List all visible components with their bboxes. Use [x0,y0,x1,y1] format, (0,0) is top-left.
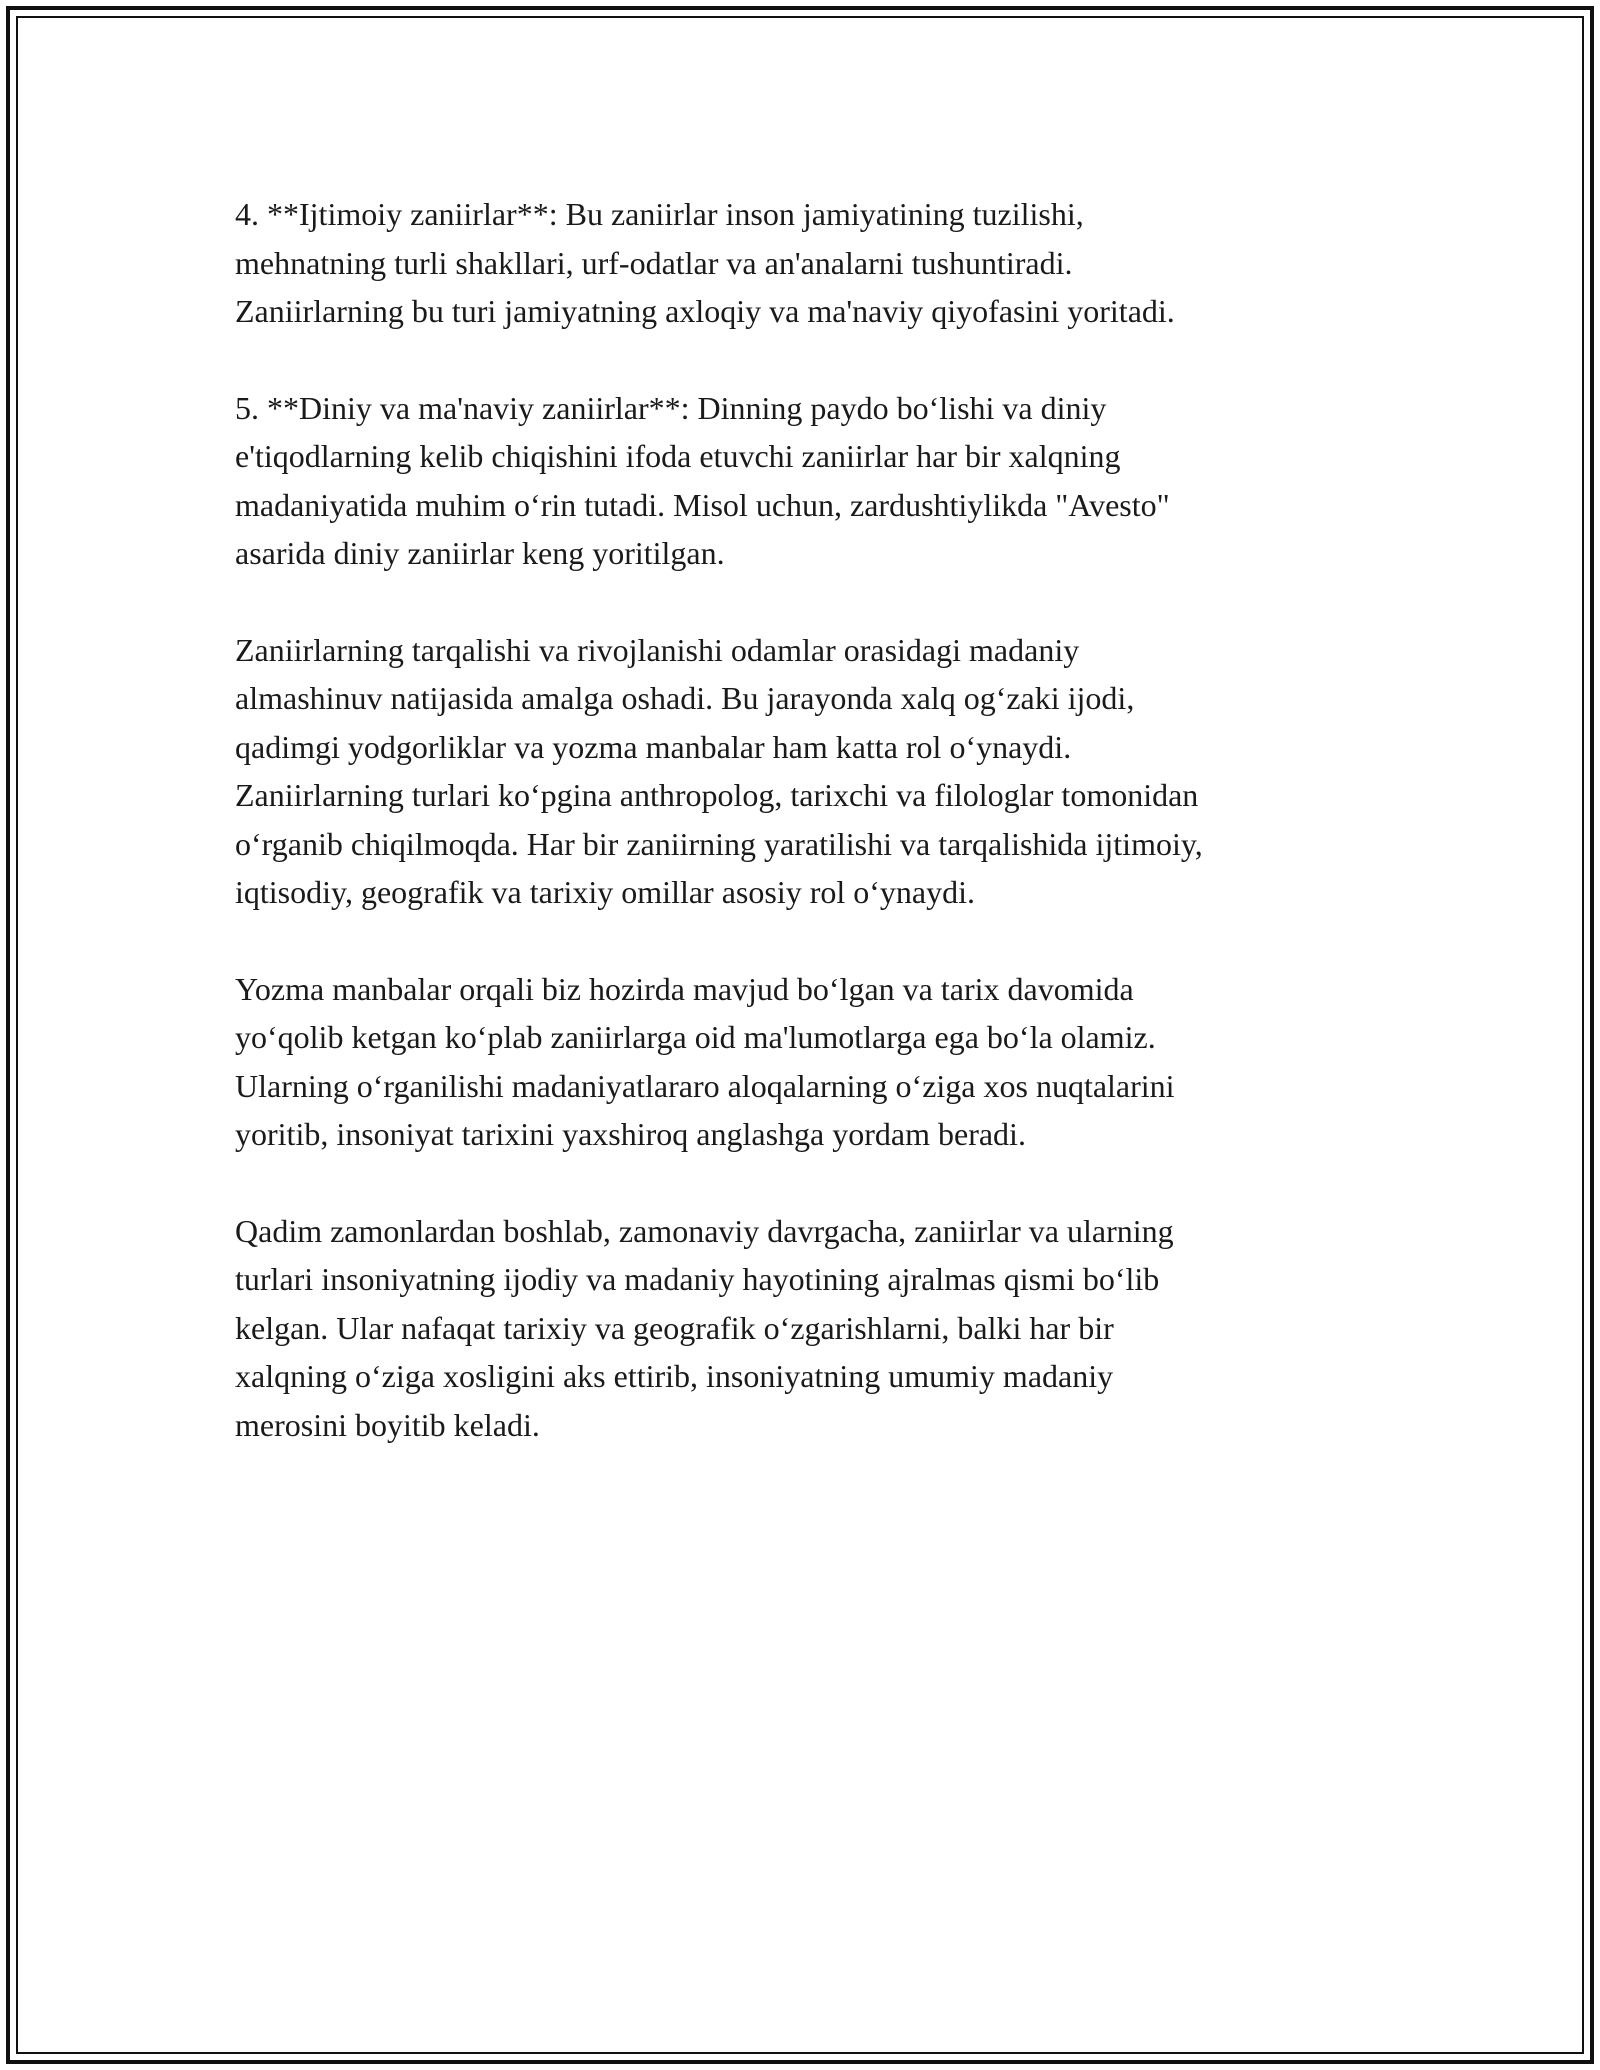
document-body [235,190,1365,1497]
paragraph-spread-of-myths: Zaniirlarning tarqalishi va rivojlanishi odamlar orasidagi madaniy almashinuv natijasida amalga oshadi. Bu jarayonda xalq og‘zaki ijodi, qadimgi yodgorliklar va yozma manbalar ham katta rol o‘ynaydi. Zaniirlarning turlari ko‘pgina anthropolog, tarixchi va filologlar tomonidan o‘rganib chiqilmoqda. Har bir zaniirning yaratilishi va tarqalishida ijtimoiy, iqtisodiy, geografik va tarixiy omillar asosiy rol o‘ynaydi. [235,631,1203,910]
paragraph-written-sources: Yozma manbalar orqali biz hozirda mavjud bo‘lgan va tarix davomida yo‘qolib ketgan ko‘plab zaniirlarga oid ma'lumotlarga ega bo‘la olamiz. Ularning o‘rganilishi madaniyatlararo aloqalarning o‘ziga xos nuqtalarini yoritib, insoniyat tarixini yaxshiroq anglashga yordam beradi. [235,970,1175,1152]
paragraph-religious-myths: 5. **Diniy va ma'naviy zaniirlar**: Dinning paydo bo‘lishi va diniy e'tiqodlarning kelib chiqishini ifoda etuvchi zaniirlar har bir xalqning madaniyatida muhim o‘rin tutadi. Misol uchun, zardushtiylikda "Avesto" asarida diniy zaniirlar keng yoritilgan. [235,389,1170,571]
paragraph-conclusion: Qadim zamonlardan boshlab, zamonaviy davrgacha, zaniirlar va ularning turlari insoniyatning ijodiy va madaniy hayotining ajralmas qismi bo‘lib kelgan. Ular nafaqat tarixiy va geografik o‘zgarishlarni, balki har bir xalqning o‘ziga xosligini aks ettirib, insoniyatning umumiy madaniy merosini boyitib keladi. [235,1212,1174,1443]
paragraph-social-myths: 4. **Ijtimoiy zaniirlar**: Bu zaniirlar inson jamiyatining tuzilishi, mehnatning turli shakllari, urf-odatlar va an'analarni tushuntiradi. Zaniirlarning bu turi jamiyatning axloqiy va ma'naviy qiyofasini yoritadi. [235,196,1175,329]
